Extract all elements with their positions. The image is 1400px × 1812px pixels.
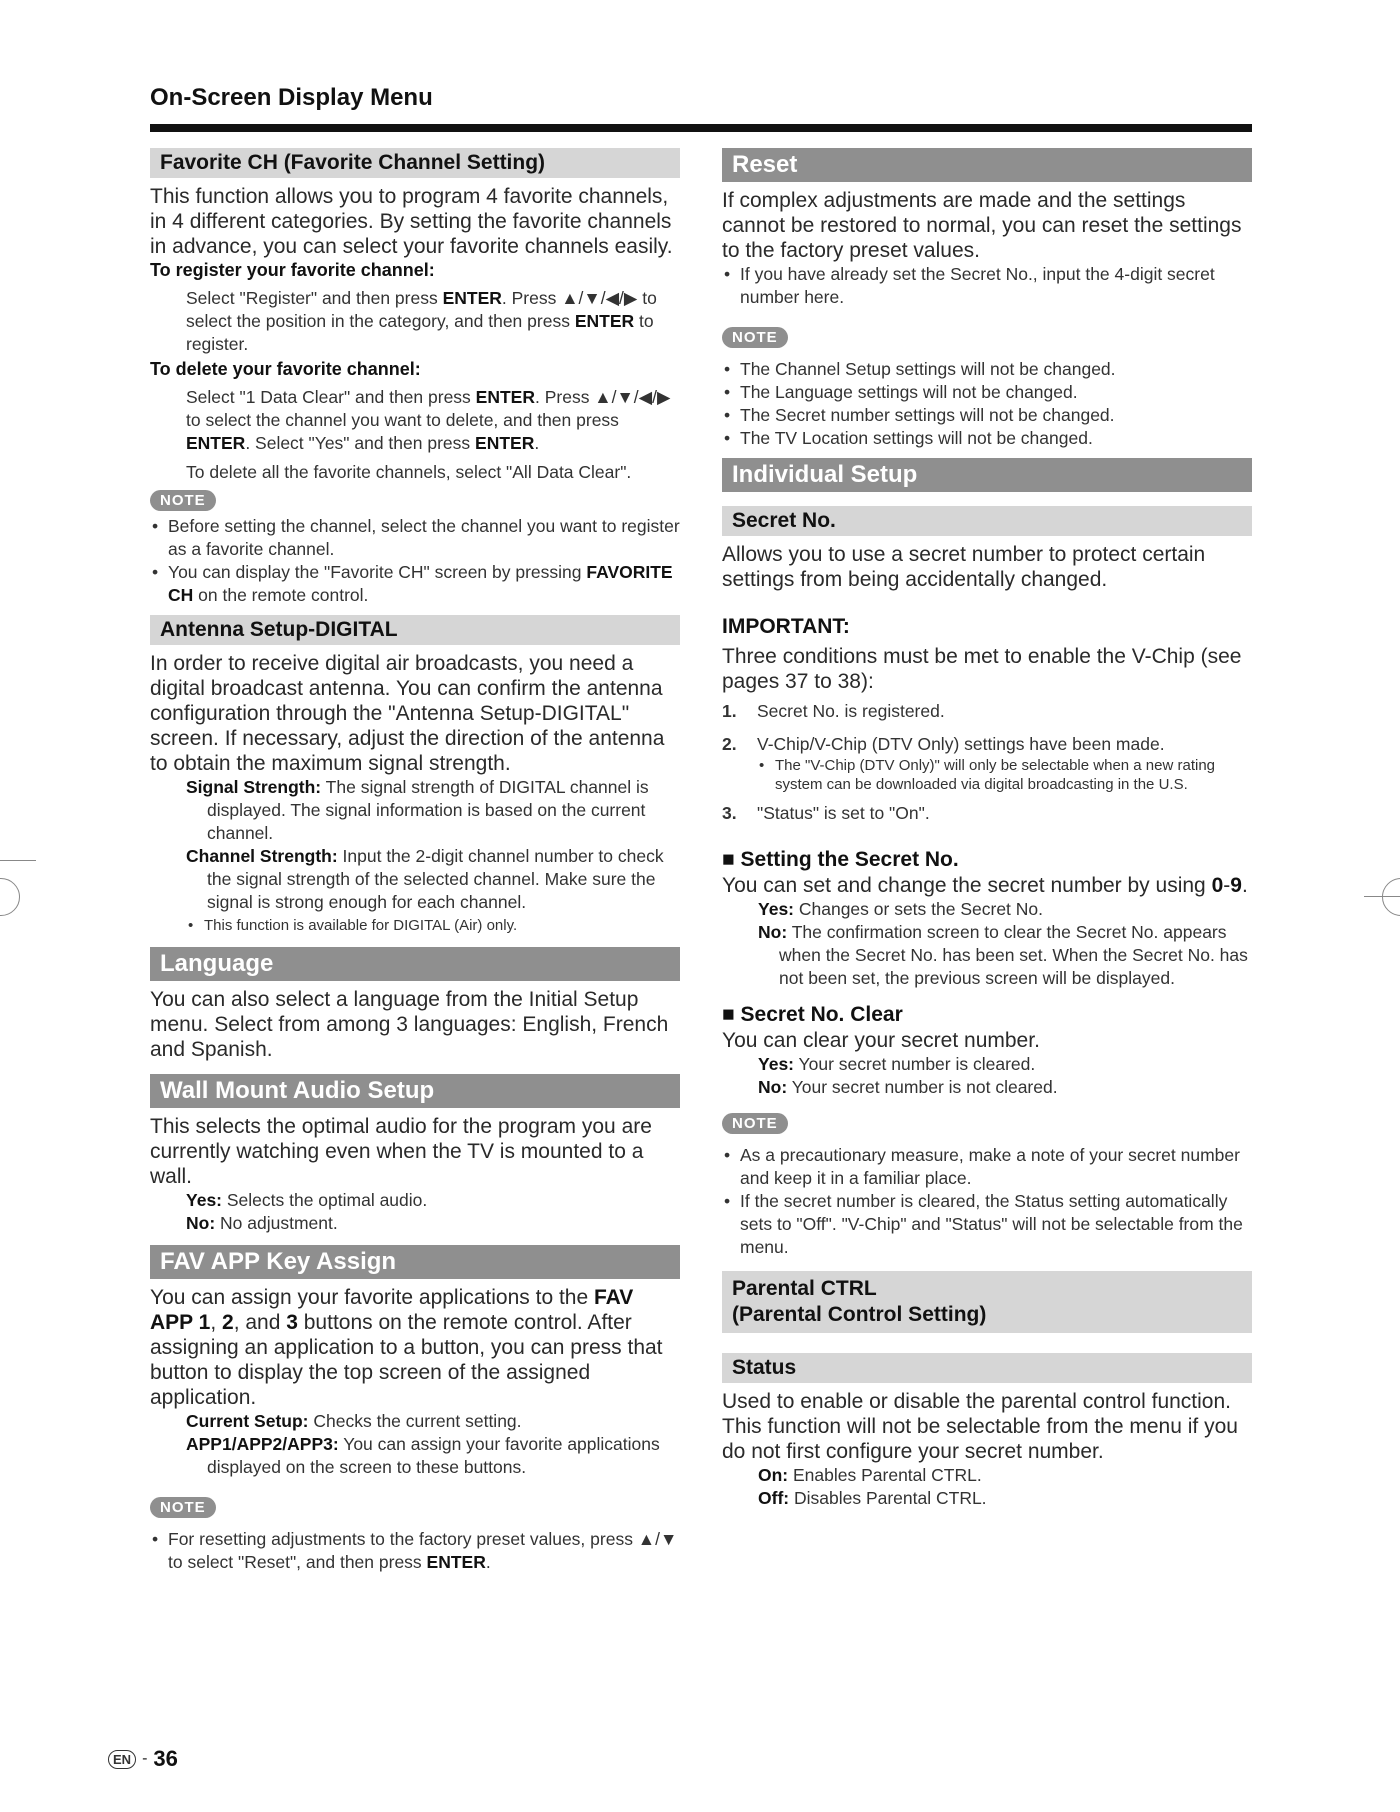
language-badge: EN (108, 1750, 136, 1769)
individual-setup-heading: Individual Setup (722, 458, 1252, 492)
condition-2-sub (757, 756, 1252, 794)
condition-1: 1. Secret No. is registered. (722, 701, 945, 721)
conditions-text: Three conditions must be met to enable the V-Chip (see pages 37 to 38): (722, 645, 1242, 693)
secret-clear-heading: ■ Secret No. Clear (722, 1003, 903, 1026)
page-number-value: 36 (153, 1746, 178, 1771)
page-number (108, 1746, 178, 1772)
list-item: • This function is available for DIGITAL (Air) only. (186, 916, 680, 935)
note-badge: NOTE (722, 1113, 788, 1134)
registration-mark-right-circle (1382, 878, 1400, 916)
setting-secret-text: You can set and change the secret number by using 0-9. (722, 874, 1248, 897)
condition-3: 3. "Status" is set to "On". (722, 803, 930, 823)
clear-no: No: Your secret number is not cleared. (758, 1077, 1058, 1097)
condition-2: 2. V-Chip/V-Chip (DTV Only) settings have been made. (722, 734, 1165, 754)
status-on: On: Enables Parental CTRL. (758, 1465, 982, 1485)
list-item: • The Secret number settings will not be changed. (722, 404, 1252, 427)
favorite-notes (150, 515, 680, 607)
registration-mark-left (0, 860, 36, 861)
setting-no: No: The confirmation screen to clear the Secret No. appears when the Secret No. has been set. When the Secret No. has not been set, the previous screen will be displayed. (758, 922, 1248, 988)
list-item: • The TV Location settings will not be changed. (722, 427, 1252, 450)
list-item: • You can display the "Favorite CH" screen by pressing FAVORITE CH on the remote control. (150, 561, 680, 607)
register-text: Select "Register" and then press ENTER. Press ▲/▼/◀/▶ to select the position in the category, and then press ENTER to register. (186, 288, 657, 354)
secret-notes (722, 1144, 1252, 1259)
reset-bullets (722, 263, 1252, 309)
app-assign: APP1/APP2/APP3: You can assign your favorite applications displayed on the screen to these buttons. (186, 1434, 660, 1477)
delete-text: Select "1 Data Clear" and then press ENTER. Press ▲/▼/◀/▶ to select the channel you want to delete, and then press ENTER. Select "Yes" and then press ENTER. (186, 387, 671, 453)
wall-mount-text: This selects the optimal audio for the program you are currently watching even when the TV is mounted to a wall. (150, 1115, 652, 1188)
page-title: On-Screen Display Menu (150, 84, 433, 111)
delete-all-text: To delete all the favorite channels, select "All Data Clear". (186, 462, 632, 482)
list-item: • If the secret number is cleared, the Status setting automatically sets to "Off". "V-Chip" and "Status" will not be selectable from the menu. (722, 1190, 1252, 1259)
secret-clear-text: You can clear your secret number. (722, 1029, 1040, 1052)
setting-secret-heading: ■ Setting the Secret No. (722, 848, 959, 871)
secret-no-heading: Secret No. (722, 506, 1252, 536)
important-heading: IMPORTANT: (722, 615, 850, 638)
wall-mount-heading: Wall Mount Audio Setup (150, 1074, 680, 1108)
note-badge: NOTE (722, 327, 788, 348)
wall-mount-no: No: No adjustment. (186, 1213, 338, 1233)
registration-mark-left-circle (0, 878, 20, 916)
register-heading: To register your favorite channel: (150, 260, 435, 280)
reset-heading: Reset (722, 148, 1252, 182)
list-item: • The Channel Setup settings will not be changed. (722, 358, 1252, 381)
signal-strength: Signal Strength: The signal strength of DIGITAL channel is displayed. The signal information is based on the current channel. (186, 777, 649, 843)
reset-notes (722, 358, 1252, 450)
list-item: • For resetting adjustments to the factory preset values, press ▲/▼ to select "Reset", and then press ENTER. (150, 1528, 680, 1574)
language-heading: Language (150, 947, 680, 981)
note-badge: NOTE (150, 490, 216, 511)
favorite-ch-intro: This function allows you to program 4 favorite channels, in 4 different categories. By setting the favorite channels in advance, you can select your favorite channels easily. (150, 185, 673, 258)
status-off: Off: Disables Parental CTRL. (758, 1488, 987, 1508)
fav-app-text: You can assign your favorite applications to the FAV APP 1, 2, and 3 buttons on the remote control. After assigning an application to a button, you can press that button to display the top screen of the assigned application. (150, 1286, 663, 1409)
fav-app-notes (150, 1528, 680, 1574)
delete-heading: To delete your favorite channel: (150, 359, 421, 379)
antenna-notes (186, 916, 680, 935)
list-item: • If you have already set the Secret No., input the 4-digit secret number here. (722, 263, 1252, 309)
page-number-separator: - (142, 1750, 148, 1767)
parental-ctrl-heading: Parental CTRL (Parental Control Setting) (722, 1271, 1252, 1333)
antenna-intro: In order to receive digital air broadcasts, you need a digital broadcast antenna. You can confirm the antenna configuration through the "Antenna Setup-DIGITAL" screen. If necessary, adjust the direction of the antenna to obtain the maximum signal strength. (150, 652, 665, 775)
setting-yes: Yes: Changes or sets the Secret No. (758, 899, 1044, 919)
list-item: • Before setting the channel, select the channel you want to register as a favorite channel. (150, 515, 680, 561)
secret-no-text: Allows you to use a secret number to protect certain settings from being accidentally changed. (722, 543, 1206, 591)
reset-text: If complex adjustments are made and the settings cannot be restored to normal, you can reset the settings to the factory preset values. (722, 189, 1242, 262)
current-setup: Current Setup: Checks the current setting. (186, 1411, 522, 1431)
status-text: Used to enable or disable the parental control function. This function will not be selectable from the menu if you do not first configure your secret number. (722, 1390, 1238, 1463)
list-item: • The Language settings will not be changed. (722, 381, 1252, 404)
list-item: • The "V-Chip (DTV Only)" will only be selectable when a new rating system can be downloaded via digital broadcasting in the U.S. (757, 756, 1252, 794)
right-column (722, 148, 1252, 1510)
wall-mount-yes: Yes: Selects the optimal audio. (186, 1190, 428, 1210)
fav-app-heading: FAV APP Key Assign (150, 1245, 680, 1279)
language-text: You can also select a language from the Initial Setup menu. Select from among 3 languages: English, French and Spanish. (150, 988, 669, 1061)
left-column (150, 148, 680, 1574)
list-item: • As a precautionary measure, make a note of your secret number and keep it in a familiar place. (722, 1144, 1252, 1190)
status-heading: Status (722, 1353, 1252, 1383)
note-badge: NOTE (150, 1497, 216, 1518)
title-rule (150, 124, 1252, 132)
channel-strength: Channel Strength: Input the 2-digit channel number to check the signal strength of the selected channel. Make sure the signal is strong enough for each channel. (186, 846, 664, 912)
antenna-heading: Antenna Setup-DIGITAL (150, 615, 680, 645)
favorite-ch-heading: Favorite CH (Favorite Channel Setting) (150, 148, 680, 178)
clear-yes: Yes: Your secret number is cleared. (758, 1054, 1036, 1074)
